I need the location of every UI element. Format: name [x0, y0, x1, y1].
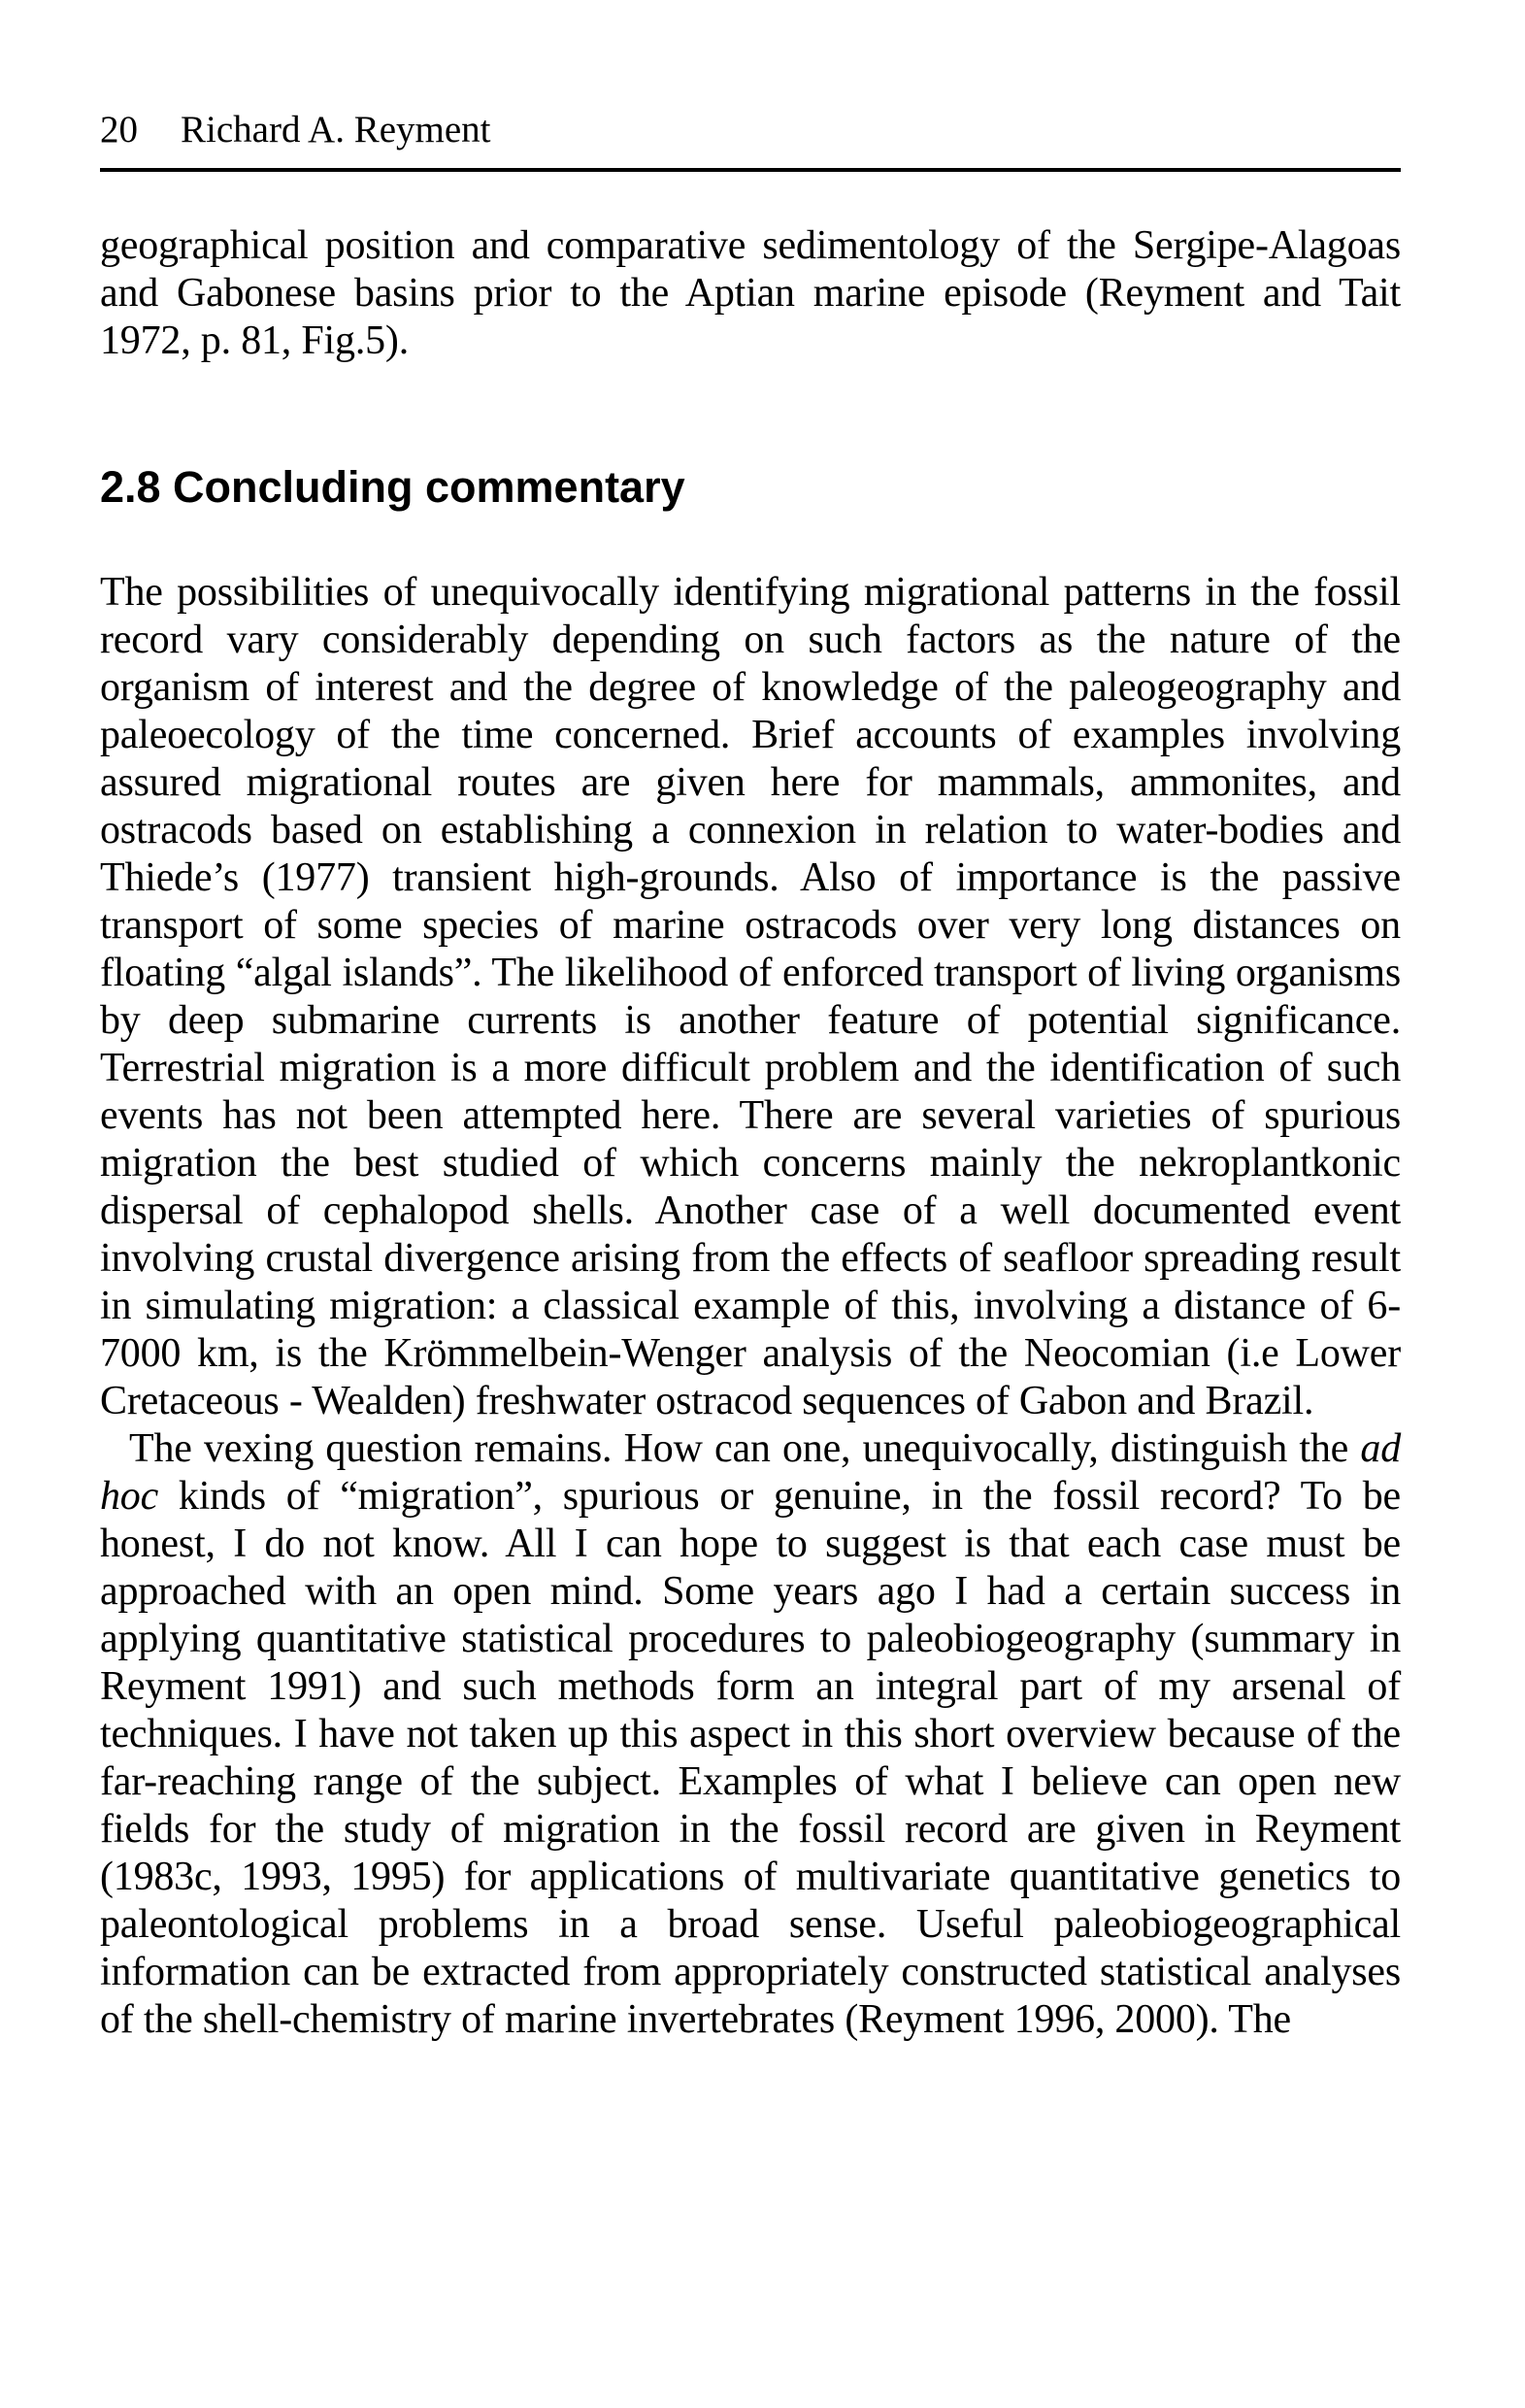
italic-phrase: ad hoc: [100, 1426, 1401, 1519]
closing-paragraph: [100, 1425, 1401, 2044]
closing-text-before: The vexing question remains. How can one, unequivocally, distinguish the: [129, 1426, 1361, 1471]
section-body: [100, 569, 1401, 2044]
section-heading: 2.8 Concluding commentary: [100, 462, 685, 512]
intro-paragraph: geographical position and comparative sedimentology of the Sergipe-Alagoas and Gabonese basins prior to the Aptian marine episode (Reyment and Tait 1972, p. 81, Fig.5).: [100, 223, 1401, 363]
closing-text-after: kinds of “migration”, spurious or genuine, in the fossil record? To be honest, I do not know. All I can hope to suggest is that each case must be approached with an open mind. Some years ago I had a certain success in applying quantitative statistical procedures to paleobiogeography (summary in Reyment 1991) and such methods form an integral part of my arsenal of techniques. I have not taken up this aspect in this short overview because of the far-reaching range of the subject. Examples of what I believe can open new fields for the study of migration in the fossil record are given in Reyment (1983c, 1993, 1995) for applications of multivariate quantitative genetics to paleontological problems in a broad sense. Useful paleobiogeographical information can be extracted from appropriately constructed statistical analyses of the shell-chemistry of marine invertebrates (Reyment 1996, 2000). The: [100, 1474, 1401, 2042]
main-paragraph: The possibilities of unequivocally identifying migrational patterns in the fossil record vary considerably depending on such factors as the nature of the organism of interest and the degree of knowledge of the paleogeography and paleoecology of the time concerned. Brief accounts of examples involving assured migrational routes are given here for mammals, ammonites, and ostracods based on establishing a connexion in relation to water-bodies and Thiede’s (1977) transient high-grounds. Also of importance is the passive transport of some species of marine ostracods over very long distances on floating “algal islands”. The likelihood of enforced transport of living organisms by deep submarine currents is another feature of potential significance. Terrestrial migration is a more difficult problem and the identification of such events has not been attempted here. There are several varieties of spurious migration the best studied of which concerns mainly the nekroplantkonic dispersal of cephalopod shells. Another case of a well documented event involving crustal divergence arising from the effects of seafloor spreading result in simulating migration: a classical example of this, involving a distance of 6-7000 km, is the Krömmelbein-Wenger analysis of the Neocomian (i.e Lower Cretaceous - Wealden) freshwater ostracod sequences of Gabon and Brazil.: [100, 570, 1401, 1423]
header-divider: [100, 168, 1401, 172]
page-header: [100, 109, 1401, 151]
page-number: 20: [100, 109, 138, 150]
page-content: [100, 0, 1401, 2044]
running-head: Richard A. Reyment: [181, 109, 491, 150]
